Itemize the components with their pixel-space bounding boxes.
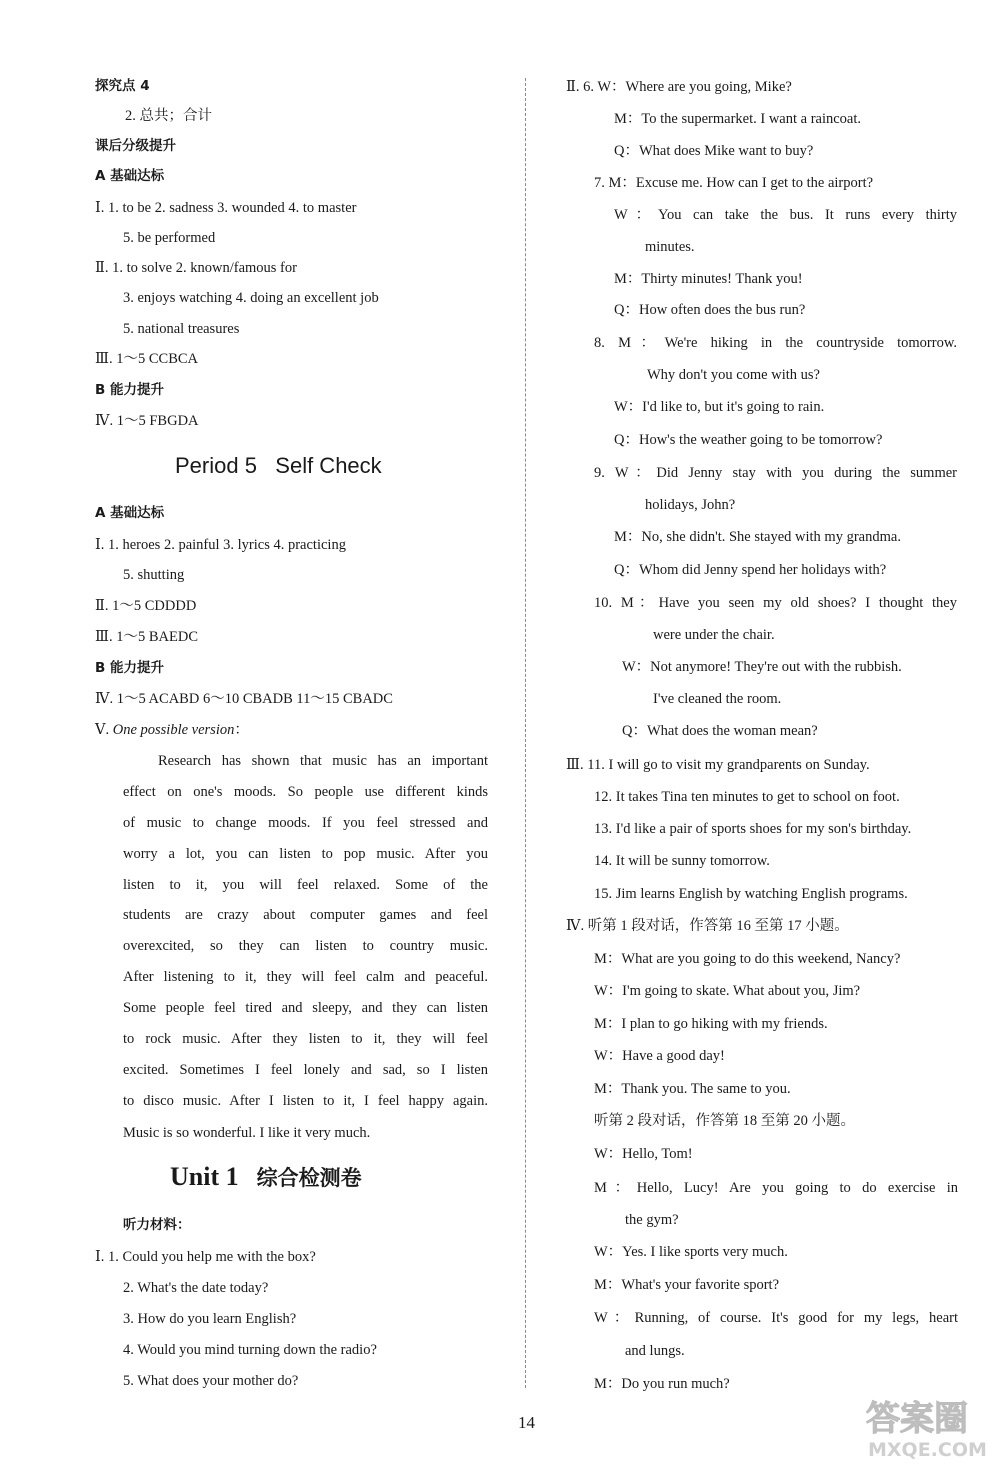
text-line: 10. M：Have you seen my old shoes? I thought they	[594, 595, 957, 611]
text-line: M：What are you going to do this weekend, Nancy?	[594, 951, 901, 967]
text-line: Research has shown that music has an important	[158, 753, 488, 769]
text-line: I've cleaned the room.	[653, 691, 782, 707]
text-line: W：Yes. I like sports very much.	[594, 1244, 788, 1260]
text-line: listen to it, you will feel relaxed. Some of the	[123, 877, 488, 893]
text-line: Q：Whom did Jenny spend her holidays with?	[614, 562, 887, 578]
text-line: Q：How's the weather going to be tomorrow?	[614, 432, 883, 448]
watermark-top: 答案圈	[866, 1399, 968, 1439]
text-line: minutes.	[645, 239, 695, 255]
text-line: 听第 2 段对话，作答第 18 至第 20 小题。	[594, 1113, 855, 1129]
text-line: A 基础达标	[95, 505, 165, 521]
text-line: W：Have a good day!	[594, 1048, 725, 1064]
text-line: Q：What does the woman mean?	[622, 723, 818, 739]
text-line: Ⅲ. 11. I will go to visit my grandparents on Sunday.	[566, 757, 870, 773]
text-line: Ⅴ. One possible version：	[95, 722, 249, 738]
watermark-logo	[862, 1394, 992, 1460]
text-line: Why don't you come with us?	[647, 367, 820, 383]
unit-heading-cn: 综合检测卷	[256, 1166, 362, 1190]
text-line: 5. What does your mother do?	[123, 1373, 299, 1389]
text-line: holidays, John?	[645, 497, 736, 513]
text-line: overexcited, so they can listen to country music.	[123, 938, 488, 954]
text-line: 8. M：We're hiking in the countryside tomorrow.	[594, 335, 957, 351]
text-line: 9. W：Did Jenny stay with you during the summer	[594, 465, 957, 481]
text-line: W：I'd like to, but it's going to rain.	[614, 399, 825, 415]
text-line: M：Thirty minutes! Thank you!	[614, 271, 803, 287]
text-line: Ⅳ. 听第 1 段对话，作答第 16 至第 17 小题。	[566, 918, 849, 934]
text-line: effect on one's moods. So people use different kinds	[123, 784, 488, 800]
text-line: M：Hello, Lucy! Are you going to do exercise in	[594, 1180, 958, 1196]
text-line: 14. It will be sunny tomorrow.	[594, 853, 770, 869]
text-line: 听力材料：	[123, 1217, 191, 1233]
text-line: M：To the supermarket. I want a raincoat.	[614, 111, 862, 127]
text-line: Ⅳ. 1～5 FBGDA	[95, 413, 199, 429]
text-line: 5. national treasures	[123, 321, 240, 337]
unit-heading	[170, 1162, 362, 1192]
text-line: 5. shutting	[123, 567, 185, 583]
text-line: 15. Jim learns English by watching English programs.	[594, 886, 908, 902]
text-line: Ⅱ. 1～5 CDDDD	[95, 598, 197, 614]
text-line: 7. M：Excuse me. How can I get to the airport?	[594, 175, 874, 191]
text-line: Ⅱ. 1. to solve 2. known/famous for	[95, 260, 297, 276]
watermark-bottom: MXQE.COM	[868, 1439, 987, 1460]
text-line: 探究点 4	[95, 78, 150, 94]
text-line: After listening to it, they will feel calm and peaceful.	[123, 969, 488, 985]
text-line: 3. enjoys watching 4. doing an excellent job	[123, 290, 379, 306]
text-line: Ⅰ. 1. heroes 2. painful 3. lyrics 4. practicing	[95, 537, 346, 553]
text-line: 12. It takes Tina ten minutes to get to school on foot.	[594, 789, 900, 805]
text-line: M：What's your favorite sport?	[594, 1277, 780, 1293]
text-line: worry a lot, you can listen to pop music. After you	[123, 846, 488, 862]
text-line: were under the chair.	[653, 627, 775, 643]
text-line: 课后分级提升	[95, 138, 176, 154]
text-line: excited. Sometimes I feel lonely and sad, so I listen	[123, 1062, 488, 1078]
text-line: Ⅰ. 1. to be 2. sadness 3. wounded 4. to master	[95, 200, 357, 216]
text-line: students are crazy about computer games and feel	[123, 907, 488, 923]
text-line: Ⅲ. 1～5 BAEDC	[95, 629, 199, 645]
text-line: Some people feel tired and sleepy, and they can listen	[123, 1000, 488, 1016]
text-line: 2. 总共；合计	[125, 108, 212, 124]
text-line: of music to change moods. If you feel stressed and	[123, 815, 488, 831]
text-line: Q：How often does the bus run?	[614, 302, 806, 318]
text-line: Ⅰ. 1. Could you help me with the box?	[95, 1249, 316, 1265]
text-line: to rock music. After they listen to it, they will feel	[123, 1031, 488, 1047]
text-line: W：I'm going to skate. What about you, Jim?	[594, 983, 861, 999]
text-line: Q：What does Mike want to buy?	[614, 143, 814, 159]
text-line: M：Thank you. The same to you.	[594, 1081, 791, 1097]
text-line: 3. How do you learn English?	[123, 1311, 297, 1327]
text-line: A 基础达标	[95, 168, 165, 184]
column-divider	[525, 78, 526, 1388]
text-line: Ⅳ. 1～5 ACABD 6～10 CBADB 11～15 CBADC	[95, 691, 393, 707]
text-line: M：I plan to go hiking with my friends.	[594, 1016, 828, 1032]
period-heading: Period 5 Self Check	[175, 453, 382, 478]
text-line: W：Running, of course. It's good for my legs, heart	[594, 1310, 958, 1326]
text-line: Music is so wonderful. I like it very much.	[123, 1125, 371, 1141]
text-line: B 能力提升	[95, 382, 164, 398]
text-line: W：Not anymore! They're out with the rubbish.	[622, 659, 902, 675]
text-line: 4. Would you mind turning down the radio?	[123, 1342, 377, 1358]
unit-heading-en: Unit 1	[170, 1162, 239, 1191]
page-number: 14	[518, 1413, 535, 1432]
text-line: M：No, she didn't. She stayed with my grandma.	[614, 529, 901, 545]
text-line: and lungs.	[625, 1343, 685, 1359]
text-line: W：You can take the bus. It runs every thirty	[614, 207, 957, 223]
text-line: the gym?	[625, 1212, 679, 1228]
text-line: W：Hello, Tom!	[594, 1146, 693, 1162]
text-line: Ⅲ. 1～5 CCBCA	[95, 351, 199, 367]
text-line: 5. be performed	[123, 230, 216, 246]
text-line: Ⅱ. 6. W：Where are you going, Mike?	[566, 79, 792, 95]
text-line: M：Do you run much?	[594, 1376, 730, 1392]
text-line: 2. What's the date today?	[123, 1280, 269, 1296]
text-line: to disco music. After I listen to it, I feel happy again.	[123, 1093, 488, 1109]
text-line: 13. I'd like a pair of sports shoes for my son's birthday.	[594, 821, 912, 837]
text-line: B 能力提升	[95, 660, 164, 676]
